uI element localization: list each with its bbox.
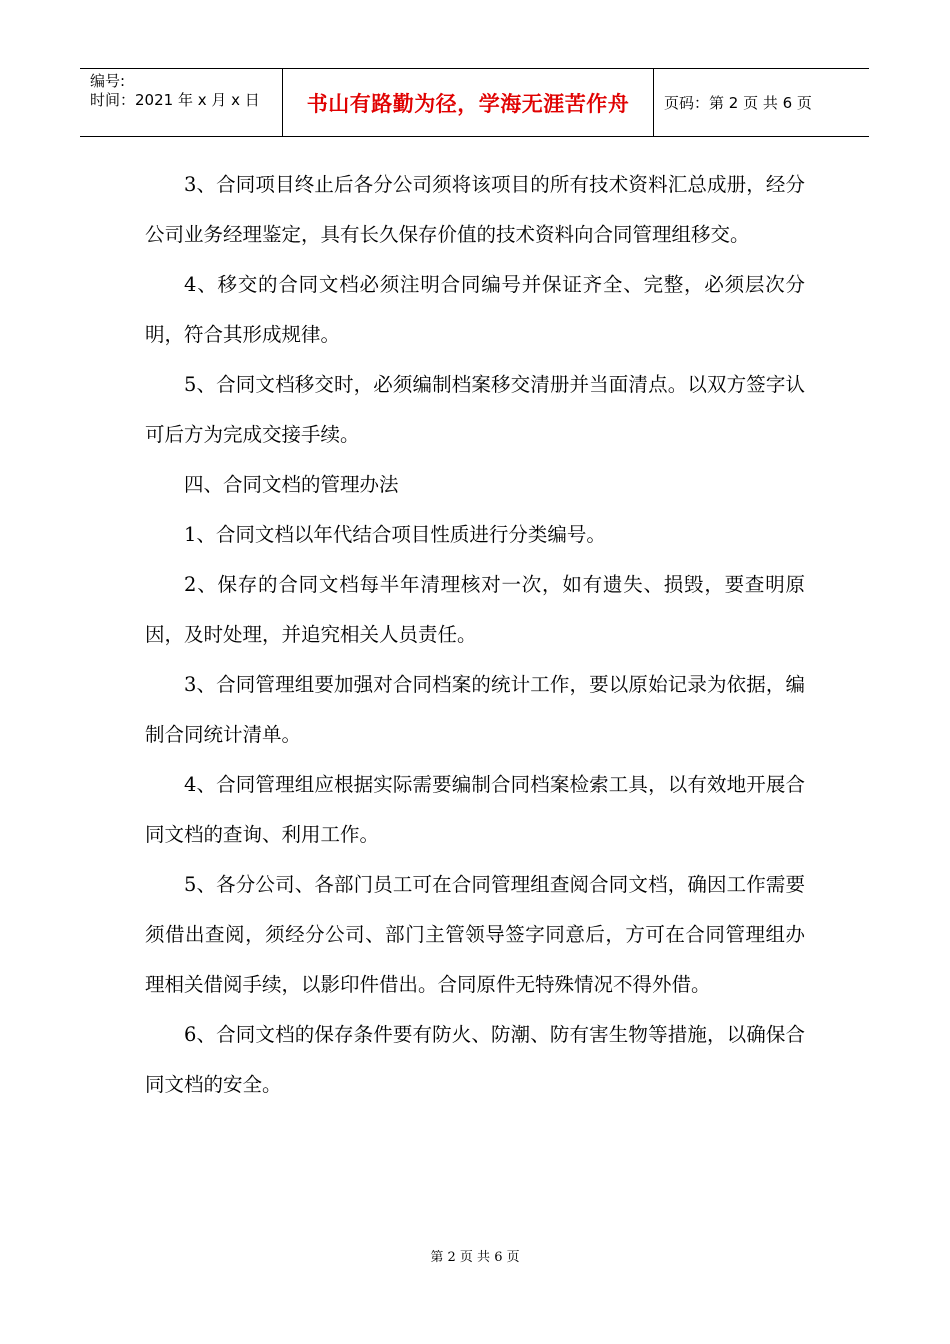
paragraph: 3、合同项目终止后各分公司须将该项目的所有技术资料汇总成册，经分公司业务经理鉴定，具有长久保存价值的技术资料向合同管理组移交。 — [145, 173, 805, 246]
page-code: 页码：第 2 页 共 6 页 — [664, 94, 812, 112]
header-page-cell — [654, 69, 869, 136]
paragraph: 4、移交的合同文档必须注明合同编号并保证齐全、完整，必须层次分明，符合其形成规律。 — [145, 273, 805, 346]
paragraph: 5、各分公司、各部门员工可在合同管理组查阅合同文档，确因工作需要须借出查阅，须经分公司、部门主管领导签字同意后，方可在合同管理组办理相关借阅手续，以影印件借出。合同原件无特殊情况不得外借。 — [145, 873, 805, 996]
paragraph: 2、保存的合同文档每半年清理核对一次，如有遗失、损毁，要查明原因，及时处理，并追究相关人员责任。 — [145, 573, 805, 646]
page-header — [80, 68, 869, 137]
document-body — [145, 160, 805, 1110]
time-label: 时间：2021 年 x 月 x 日 — [90, 91, 260, 109]
paragraph: 4、合同管理组应根据实际需要编制合同档案检索工具，以有效地开展合同文档的查询、利用工作。 — [145, 773, 805, 846]
paragraph: 3、合同管理组要加强对合同档案的统计工作，要以原始记录为依据，编制合同统计清单。 — [145, 673, 805, 746]
section-heading: 四、合同文档的管理办法 — [184, 473, 399, 496]
paragraph: 5、合同文档移交时，必须编制档案移交清册并当面清点。以双方签字认可后方为完成交接手续。 — [145, 373, 805, 446]
paragraph: 1、合同文档以年代结合项目性质进行分类编号。 — [184, 523, 606, 546]
number-label: 编号: — [90, 72, 126, 90]
motto-text: 书山有路勤为径，学海无涯苦作舟 — [306, 91, 630, 116]
header-info-cell — [80, 69, 283, 136]
header-motto-cell — [283, 69, 654, 136]
paragraph: 6、合同文档的保存条件要有防火、防潮、防有害生物等措施，以确保合同文档的安全。 — [145, 1023, 805, 1096]
footer-page-number: 第 2 页 共 6 页 — [430, 1250, 520, 1265]
page-footer — [0, 1246, 950, 1265]
